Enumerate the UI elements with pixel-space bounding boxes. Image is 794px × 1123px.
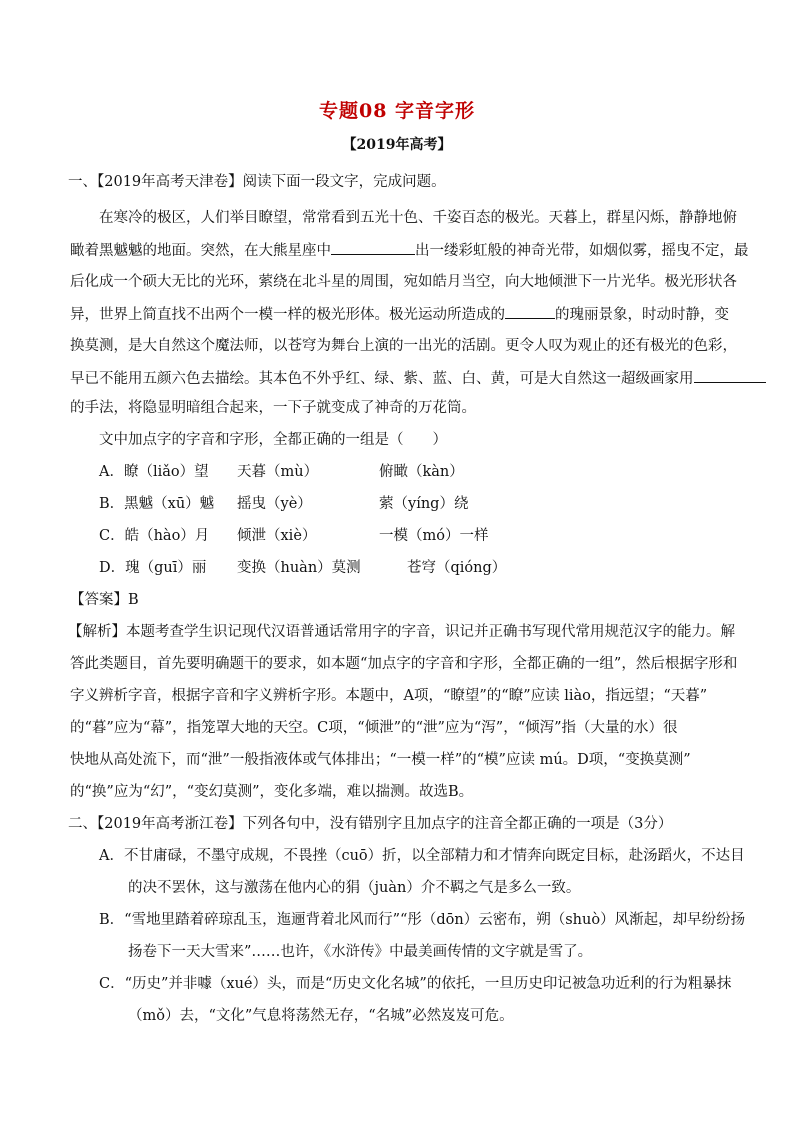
q1-passage-text: 的瑰丽景象，时动时静，变 bbox=[555, 307, 729, 323]
option-item: 俯瞰（kàn） bbox=[379, 464, 464, 480]
q1-header: 一、【2019年高考天津卷】阅读下面一段文字，完成问题。 bbox=[68, 174, 446, 190]
q1-passage-line bbox=[70, 240, 749, 261]
q1-passage-text: 瞰着黑魆魆的地面。突然，在大熊星座中 bbox=[70, 243, 331, 259]
q2-header: 二、【2019年高考浙江卷】下列各句中，没有错别字且加点字的注音全都正确的一项是（3分） bbox=[68, 816, 673, 832]
q2-option-line: （mǒ）去，“文化”气息将荡然无存，“名城”必然岌岌可危。 bbox=[128, 1008, 514, 1024]
fill-blank bbox=[505, 304, 555, 319]
q1-question: 文中加点字的字音和字形，全都正确的一组是（ ） bbox=[99, 432, 447, 448]
option-item: C．皓（hào）月 bbox=[99, 528, 210, 544]
q1-option-c bbox=[99, 526, 488, 546]
q1-passage-text: 早已不能用五颜六色去描绘。其本色不外乎红、绿、紫、蓝、白、黄，可是大自然这一超级画家用 bbox=[70, 371, 694, 387]
q1-analysis-line: 答此类题目，首先要明确题干的要求，如本题“加点字的字音和字形，全都正确的一组”，然后根据字形和 bbox=[70, 656, 738, 672]
q1-passage-text: 出一缕彩虹般的神奇光带，如烟似雾，摇曳不定，最 bbox=[415, 243, 749, 259]
q1-option-d bbox=[99, 558, 506, 578]
option-item: 萦（yíng）绕 bbox=[379, 496, 469, 512]
section-subtitle: 【2019年高考】 bbox=[342, 137, 452, 153]
q1-passage-line bbox=[70, 304, 729, 325]
q1-option-b bbox=[99, 494, 468, 514]
q2-option-line: C．“历史”并非噱（xué）头，而是“历史文化名城”的依托，一旦历史印记被急功近利的行为粗暴抹 bbox=[99, 976, 732, 992]
page-title: 专题08 字音字形 bbox=[318, 100, 476, 122]
q2-option-line: A．不甘庸碌，不墨守成规，不畏挫（cuō）折，以全部精力和才情奔向既定目标，赴汤蹈火，不达目 bbox=[99, 848, 745, 864]
option-item: 苍穹（qióng） bbox=[407, 560, 507, 576]
q1-analysis-line: 快地从高处流下，而“泄”一般指液体或气体排出；“一模一样”的“模”应读 mú。D项，“变换莫测” bbox=[70, 752, 691, 768]
q1-passage-line: 后化成一个硕大无比的光环，萦绕在北斗星的周围，宛如皓月当空，向大地倾泄下一片光华。极光形状各 bbox=[70, 274, 737, 290]
option-item: 一模（mó）一样 bbox=[379, 528, 489, 544]
option-item: A．瞭（liǎo）望 bbox=[99, 464, 209, 480]
q1-analysis-line: 的“暮”应为“幕”，指笼罩大地的天空。C项，“倾泄”的“泄”应为“泻”，“倾泻”指（大量的水）很 bbox=[70, 720, 678, 736]
option-item: D．瑰（guī）丽 bbox=[99, 560, 207, 576]
q1-answer: 【答案】B bbox=[70, 592, 139, 608]
q1-passage-line: 的手法，将隐显明暗组合起来，一下子就变成了神奇的万花筒。 bbox=[70, 400, 476, 416]
q2-option-line: 的决不罢休，这与激荡在他内心的狷（juàn）介不羁之气是多么一致。 bbox=[128, 880, 581, 896]
q1-passage-line bbox=[70, 368, 766, 389]
option-item: 摇曳（yè） bbox=[237, 496, 312, 512]
option-item: 变换（huàn）莫测 bbox=[237, 560, 361, 576]
option-item: 倾泄（xiè） bbox=[237, 528, 317, 544]
q1-passage-line: 换莫测，是大自然这个魔法师，以苍穹为舞台上演的一出光的活剧。更令人叹为观止的还有极光的色彩， bbox=[70, 338, 737, 354]
q2-option-line: B．“雪地里踏着碎琼乱玉，迤逦背着北风而行”“彤（dōn）云密布，朔（shuò）风渐起，却早纷纷扬 bbox=[99, 912, 746, 928]
q1-passage-text: 异，世界上简直找不出两个一模一样的极光形体。极光运动所造成的 bbox=[70, 307, 505, 323]
q2-option-line: 扬卷下一天大雪来”……也许，《水浒传》中最美画传情的文字就是雪了。 bbox=[128, 944, 593, 960]
q1-passage-line: 在寒冷的极区，人们举目瞭望，常常看到五光十色、千姿百态的极光。天暮上，群星闪烁，静静地俯 bbox=[99, 210, 737, 226]
q1-analysis-line: 字义辨析字音，根据字音和字义辨析字形。本题中，A项，“瞭望”的“瞭”应读 liào，指远望；“天暮” bbox=[70, 688, 708, 704]
option-item: 天暮（mù） bbox=[237, 464, 319, 480]
fill-blank bbox=[331, 240, 415, 255]
fill-blank bbox=[694, 368, 766, 383]
q1-analysis-line: 【解析】本题考查学生识记现代汉语普通话常用字的字音，识记并正确书写现代常用规范汉字的能力。解 bbox=[68, 624, 735, 640]
q1-option-a bbox=[99, 462, 464, 482]
option-item: B．黑魆（xū）魆 bbox=[99, 496, 215, 512]
q1-analysis-line: 的“换”应为“幻”，“变幻莫测”，变化多端，难以揣测。故选B。 bbox=[70, 784, 474, 800]
